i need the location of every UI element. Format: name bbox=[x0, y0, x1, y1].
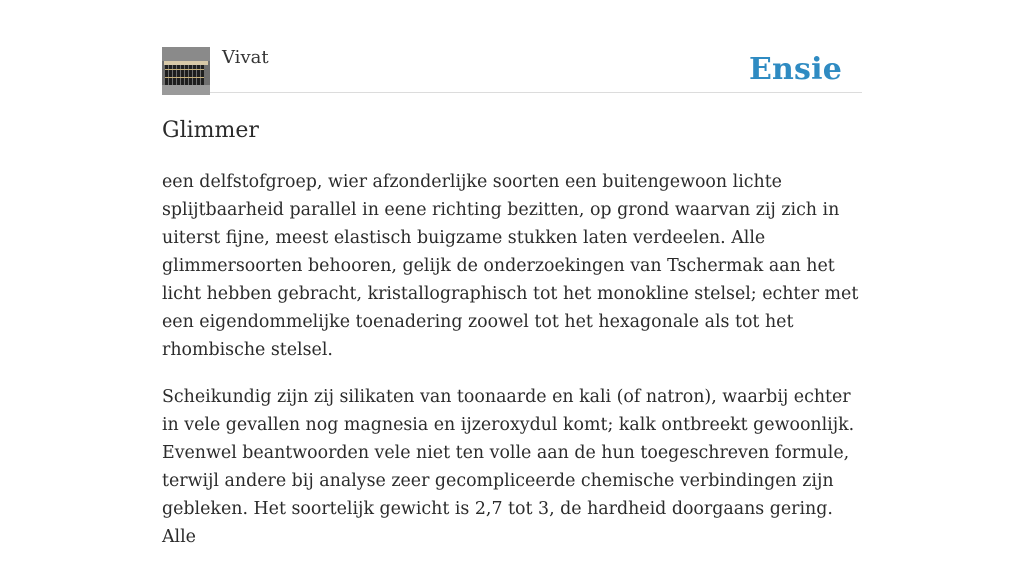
source-avatar[interactable] bbox=[162, 47, 210, 95]
article-title: Glimmer bbox=[162, 118, 259, 143]
source-name-link[interactable]: Vivat bbox=[222, 47, 269, 68]
article-paragraph: Scheikundig zijn zij silikaten van toonaarde en kali (of natron), waarbij echter in vele gevallen nog magnesia en ijzeroxydul komt; kalk ontbreekt gewoonlijk. Evenwel beantwoorden vele niet ten volle aan de hun toegeschreven formule, terwijl andere bij analyse zeer gecompliceerde chemische verbindingen zijn gebleken. Het soortelijk gewicht is 2,7 tot 3, de hardheid doorgaans gering. Alle bbox=[162, 387, 855, 547]
article-body bbox=[162, 168, 862, 570]
book-spines-icon bbox=[162, 47, 210, 95]
article-page bbox=[162, 0, 862, 547]
brand-logo-link[interactable]: Ensie bbox=[748, 52, 842, 87]
article-paragraph: een delfstofgroep, wier afzonderlijke soorten een buitengewoon lichte splijtbaarheid parallel in eene richting bezitten, op grond waarvan zij zich in uiterst fijne, meest elastisch buigzame stukken laten verdeelen. Alle glimmersoorten behooren, gelijk de onderzoekingen van Tschermak aan het licht hebben gebracht, kristallographisch tot het monokline stelsel; echter met een eigendommelijke toenadering zoowel tot het hexagonale als tot het rhombische stelsel. bbox=[162, 172, 859, 360]
article-header bbox=[162, 46, 862, 93]
